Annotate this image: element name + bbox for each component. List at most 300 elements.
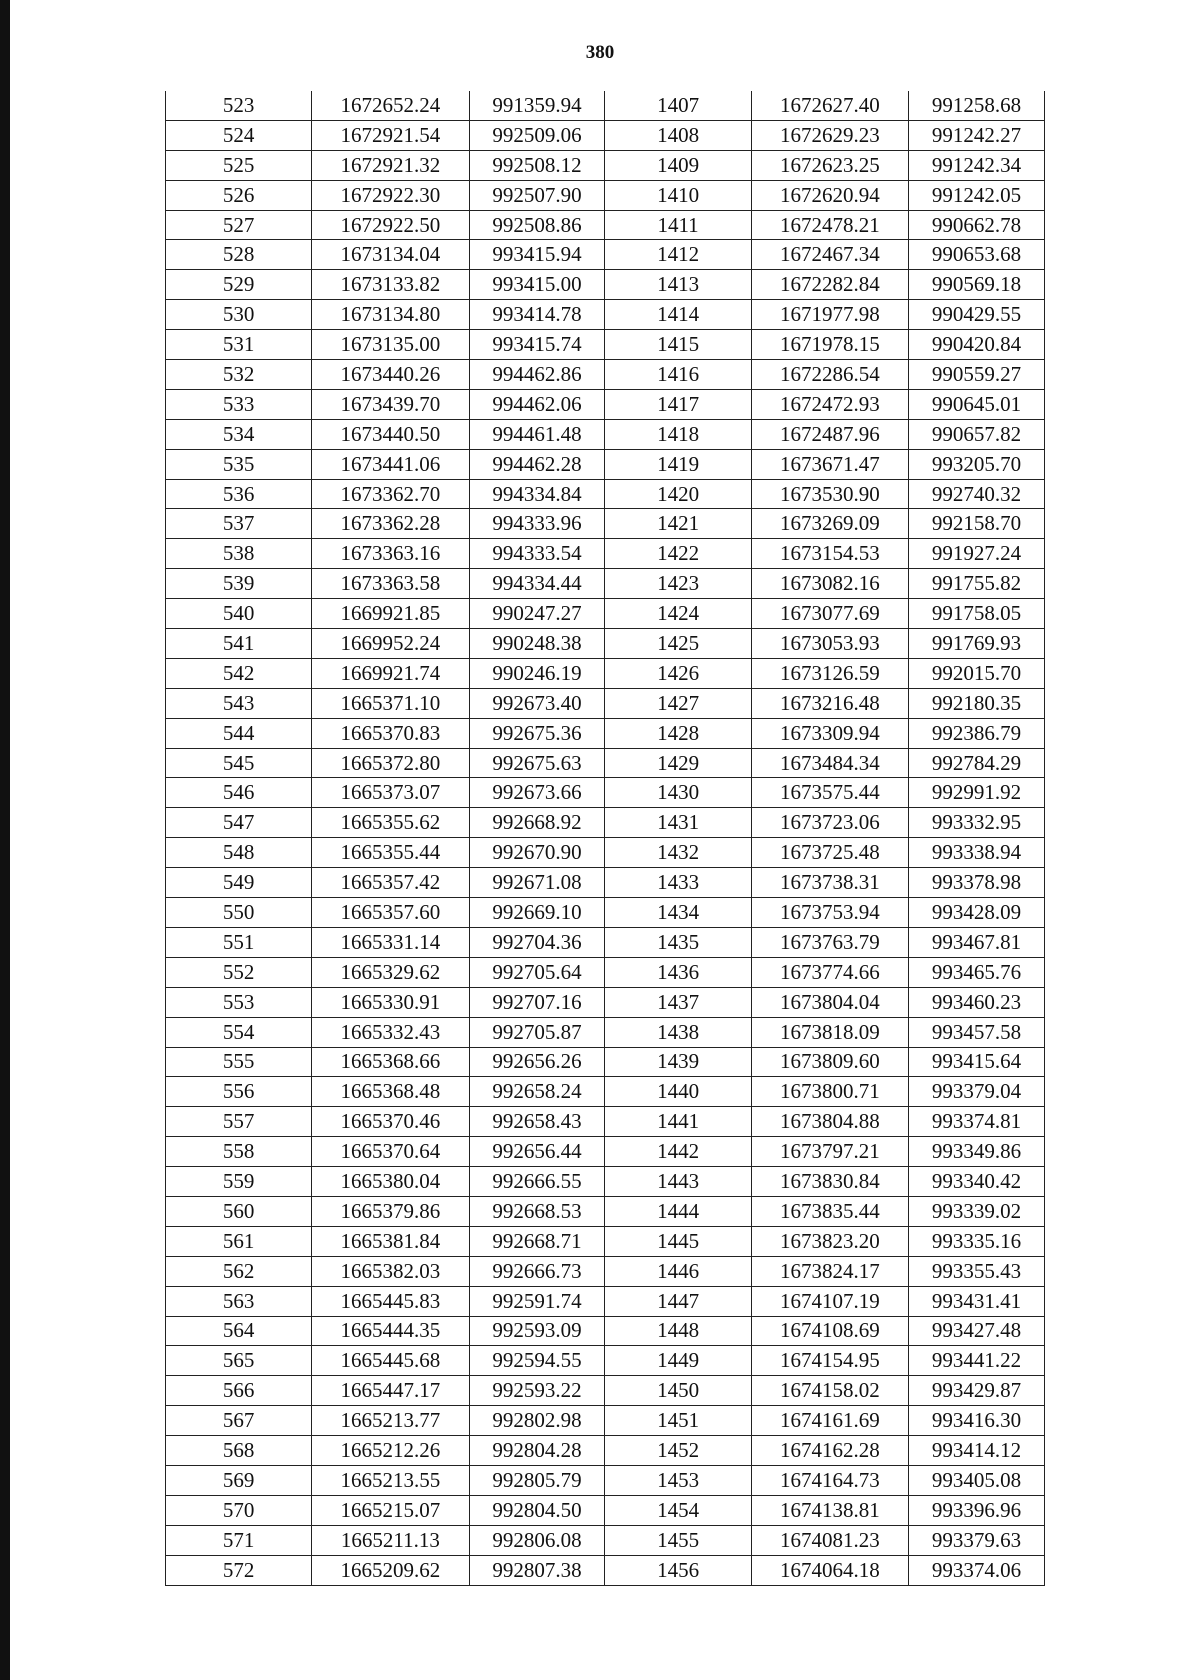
point-id-cell: 1426 — [605, 658, 751, 688]
point-id-cell: 559 — [166, 1167, 312, 1197]
y-coordinate-cell: 992656.26 — [469, 1047, 605, 1077]
x-coordinate-cell: 1665368.48 — [312, 1077, 469, 1107]
table-row — [166, 748, 1045, 778]
x-coordinate-cell: 1673134.80 — [312, 300, 469, 330]
y-coordinate-cell: 992804.28 — [469, 1436, 605, 1466]
y-coordinate-cell: 992806.08 — [469, 1525, 605, 1555]
y-coordinate-cell: 990662.78 — [909, 210, 1045, 240]
x-coordinate-cell: 1665445.83 — [312, 1286, 469, 1316]
table-row — [166, 1286, 1045, 1316]
point-id-cell: 1413 — [605, 270, 751, 300]
x-coordinate-cell: 1665215.07 — [312, 1495, 469, 1525]
point-id-cell: 1440 — [605, 1077, 751, 1107]
x-coordinate-cell: 1672922.30 — [312, 180, 469, 210]
y-coordinate-cell: 994461.48 — [469, 419, 605, 449]
x-coordinate-cell: 1673309.94 — [751, 718, 908, 748]
point-id-cell: 1429 — [605, 748, 751, 778]
point-id-cell: 567 — [166, 1406, 312, 1436]
x-coordinate-cell: 1673363.58 — [312, 569, 469, 599]
table-row — [166, 1406, 1045, 1436]
x-coordinate-cell: 1674164.73 — [751, 1465, 908, 1495]
y-coordinate-cell: 992509.06 — [469, 120, 605, 150]
x-coordinate-cell: 1673362.70 — [312, 479, 469, 509]
point-id-cell: 564 — [166, 1316, 312, 1346]
x-coordinate-cell: 1672623.25 — [751, 150, 908, 180]
y-coordinate-cell: 994333.54 — [469, 539, 605, 569]
point-id-cell: 1451 — [605, 1406, 751, 1436]
point-id-cell: 557 — [166, 1107, 312, 1137]
x-coordinate-cell: 1673440.50 — [312, 419, 469, 449]
x-coordinate-cell: 1673530.90 — [751, 479, 908, 509]
y-coordinate-cell: 993415.74 — [469, 330, 605, 360]
point-id-cell: 1432 — [605, 838, 751, 868]
table-row — [166, 1495, 1045, 1525]
y-coordinate-cell: 993396.96 — [909, 1495, 1045, 1525]
point-id-cell: 540 — [166, 599, 312, 629]
point-id-cell: 547 — [166, 808, 312, 838]
point-id-cell: 1425 — [605, 629, 751, 659]
x-coordinate-cell: 1673575.44 — [751, 778, 908, 808]
y-coordinate-cell: 990429.55 — [909, 300, 1045, 330]
x-coordinate-cell: 1674158.02 — [751, 1376, 908, 1406]
x-coordinate-cell: 1669921.74 — [312, 658, 469, 688]
x-coordinate-cell: 1673439.70 — [312, 389, 469, 419]
point-id-cell: 1431 — [605, 808, 751, 838]
y-coordinate-cell: 992705.87 — [469, 1017, 605, 1047]
point-id-cell: 1418 — [605, 419, 751, 449]
y-coordinate-cell: 992784.29 — [909, 748, 1045, 778]
x-coordinate-cell: 1674081.23 — [751, 1525, 908, 1555]
y-coordinate-cell: 993335.16 — [909, 1226, 1045, 1256]
y-coordinate-cell: 992805.79 — [469, 1465, 605, 1495]
y-coordinate-cell: 992675.63 — [469, 748, 605, 778]
y-coordinate-cell: 992675.36 — [469, 718, 605, 748]
table-row — [166, 360, 1045, 390]
x-coordinate-cell: 1665445.68 — [312, 1346, 469, 1376]
table-row — [166, 1256, 1045, 1286]
x-coordinate-cell: 1665332.43 — [312, 1017, 469, 1047]
table-row — [166, 658, 1045, 688]
x-coordinate-cell: 1673725.48 — [751, 838, 908, 868]
coordinates-table-body — [166, 91, 1045, 1585]
table-row — [166, 1436, 1045, 1466]
point-id-cell: 1422 — [605, 539, 751, 569]
x-coordinate-cell: 1673738.31 — [751, 868, 908, 898]
point-id-cell: 525 — [166, 150, 312, 180]
point-id-cell: 1447 — [605, 1286, 751, 1316]
table-row — [166, 300, 1045, 330]
point-id-cell: 548 — [166, 838, 312, 868]
x-coordinate-cell: 1665355.62 — [312, 808, 469, 838]
y-coordinate-cell: 993415.94 — [469, 240, 605, 270]
y-coordinate-cell: 990645.01 — [909, 389, 1045, 419]
point-id-cell: 533 — [166, 389, 312, 419]
x-coordinate-cell: 1665357.42 — [312, 868, 469, 898]
y-coordinate-cell: 992158.70 — [909, 509, 1045, 539]
table-row — [166, 898, 1045, 928]
x-coordinate-cell: 1665211.13 — [312, 1525, 469, 1555]
x-coordinate-cell: 1665355.44 — [312, 838, 469, 868]
y-coordinate-cell: 992594.55 — [469, 1346, 605, 1376]
point-id-cell: 1455 — [605, 1525, 751, 1555]
y-coordinate-cell: 993429.87 — [909, 1376, 1045, 1406]
x-coordinate-cell: 1665212.26 — [312, 1436, 469, 1466]
point-id-cell: 523 — [166, 91, 312, 120]
y-coordinate-cell: 991242.27 — [909, 120, 1045, 150]
table-row — [166, 150, 1045, 180]
x-coordinate-cell: 1665330.91 — [312, 987, 469, 1017]
table-row — [166, 1196, 1045, 1226]
x-coordinate-cell: 1672652.24 — [312, 91, 469, 120]
y-coordinate-cell: 993205.70 — [909, 449, 1045, 479]
point-id-cell: 1437 — [605, 987, 751, 1017]
y-coordinate-cell: 992508.12 — [469, 150, 605, 180]
y-coordinate-cell: 992658.24 — [469, 1077, 605, 1107]
point-id-cell: 562 — [166, 1256, 312, 1286]
point-id-cell: 554 — [166, 1017, 312, 1047]
point-id-cell: 1428 — [605, 718, 751, 748]
point-id-cell: 546 — [166, 778, 312, 808]
point-id-cell: 1414 — [605, 300, 751, 330]
x-coordinate-cell: 1672282.84 — [751, 270, 908, 300]
point-id-cell: 555 — [166, 1047, 312, 1077]
point-id-cell: 1410 — [605, 180, 751, 210]
table-row — [166, 210, 1045, 240]
y-coordinate-cell: 994333.96 — [469, 509, 605, 539]
x-coordinate-cell: 1673835.44 — [751, 1196, 908, 1226]
x-coordinate-cell: 1672286.54 — [751, 360, 908, 390]
y-coordinate-cell: 994462.28 — [469, 449, 605, 479]
page-number: 380 — [585, 42, 615, 63]
y-coordinate-cell: 993405.08 — [909, 1465, 1045, 1495]
point-id-cell: 1408 — [605, 120, 751, 150]
x-coordinate-cell: 1673753.94 — [751, 898, 908, 928]
x-coordinate-cell: 1673216.48 — [751, 688, 908, 718]
point-id-cell: 558 — [166, 1137, 312, 1167]
y-coordinate-cell: 993415.64 — [909, 1047, 1045, 1077]
y-coordinate-cell: 992807.38 — [469, 1555, 605, 1585]
point-id-cell: 1421 — [605, 509, 751, 539]
point-id-cell: 1443 — [605, 1167, 751, 1197]
y-coordinate-cell: 992705.64 — [469, 957, 605, 987]
x-coordinate-cell: 1674162.28 — [751, 1436, 908, 1466]
x-coordinate-cell: 1672629.23 — [751, 120, 908, 150]
x-coordinate-cell: 1673053.93 — [751, 629, 908, 659]
x-coordinate-cell: 1665209.62 — [312, 1555, 469, 1585]
y-coordinate-cell: 993460.23 — [909, 987, 1045, 1017]
point-id-cell: 563 — [166, 1286, 312, 1316]
point-id-cell: 1417 — [605, 389, 751, 419]
x-coordinate-cell: 1665372.80 — [312, 748, 469, 778]
y-coordinate-cell: 992507.90 — [469, 180, 605, 210]
point-id-cell: 545 — [166, 748, 312, 778]
point-id-cell: 571 — [166, 1525, 312, 1555]
x-coordinate-cell: 1673824.17 — [751, 1256, 908, 1286]
point-id-cell: 1450 — [605, 1376, 751, 1406]
point-id-cell: 1441 — [605, 1107, 751, 1137]
y-coordinate-cell: 991769.93 — [909, 629, 1045, 659]
x-coordinate-cell: 1673441.06 — [312, 449, 469, 479]
table-row — [166, 120, 1045, 150]
table-row — [166, 1376, 1045, 1406]
table-row — [166, 419, 1045, 449]
x-coordinate-cell: 1672921.54 — [312, 120, 469, 150]
point-id-cell: 1448 — [605, 1316, 751, 1346]
y-coordinate-cell: 990248.38 — [469, 629, 605, 659]
x-coordinate-cell: 1673440.26 — [312, 360, 469, 390]
point-id-cell: 1420 — [605, 479, 751, 509]
x-coordinate-cell: 1665373.07 — [312, 778, 469, 808]
point-id-cell: 531 — [166, 330, 312, 360]
table-row — [166, 987, 1045, 1017]
x-coordinate-cell: 1672921.32 — [312, 150, 469, 180]
table-row — [166, 629, 1045, 659]
y-coordinate-cell: 992669.10 — [469, 898, 605, 928]
point-id-cell: 1435 — [605, 927, 751, 957]
x-coordinate-cell: 1674154.95 — [751, 1346, 908, 1376]
x-coordinate-cell: 1672472.93 — [751, 389, 908, 419]
x-coordinate-cell: 1672620.94 — [751, 180, 908, 210]
x-coordinate-cell: 1673133.82 — [312, 270, 469, 300]
point-id-cell: 1407 — [605, 91, 751, 120]
y-coordinate-cell: 993349.86 — [909, 1137, 1045, 1167]
table-row — [166, 509, 1045, 539]
y-coordinate-cell: 993441.22 — [909, 1346, 1045, 1376]
y-coordinate-cell: 994462.86 — [469, 360, 605, 390]
x-coordinate-cell: 1665380.04 — [312, 1167, 469, 1197]
y-coordinate-cell: 992508.86 — [469, 210, 605, 240]
y-coordinate-cell: 991755.82 — [909, 569, 1045, 599]
table-row — [166, 778, 1045, 808]
point-id-cell: 544 — [166, 718, 312, 748]
point-id-cell: 524 — [166, 120, 312, 150]
point-id-cell: 1453 — [605, 1465, 751, 1495]
x-coordinate-cell: 1673804.04 — [751, 987, 908, 1017]
x-coordinate-cell: 1674161.69 — [751, 1406, 908, 1436]
point-id-cell: 1424 — [605, 599, 751, 629]
x-coordinate-cell: 1672627.40 — [751, 91, 908, 120]
point-id-cell: 1419 — [605, 449, 751, 479]
point-id-cell: 1415 — [605, 330, 751, 360]
x-coordinate-cell: 1672922.50 — [312, 210, 469, 240]
x-coordinate-cell: 1665368.66 — [312, 1047, 469, 1077]
y-coordinate-cell: 993457.58 — [909, 1017, 1045, 1047]
y-coordinate-cell: 990653.68 — [909, 240, 1045, 270]
x-coordinate-cell: 1674108.69 — [751, 1316, 908, 1346]
point-id-cell: 1454 — [605, 1495, 751, 1525]
point-id-cell: 1433 — [605, 868, 751, 898]
point-id-cell: 1449 — [605, 1346, 751, 1376]
x-coordinate-cell: 1665381.84 — [312, 1226, 469, 1256]
y-coordinate-cell: 992673.40 — [469, 688, 605, 718]
point-id-cell: 536 — [166, 479, 312, 509]
x-coordinate-cell: 1673763.79 — [751, 927, 908, 957]
x-coordinate-cell: 1674138.81 — [751, 1495, 908, 1525]
y-coordinate-cell: 991242.05 — [909, 180, 1045, 210]
x-coordinate-cell: 1674107.19 — [751, 1286, 908, 1316]
point-id-cell: 570 — [166, 1495, 312, 1525]
x-coordinate-cell: 1673774.66 — [751, 957, 908, 987]
x-coordinate-cell: 1673484.34 — [751, 748, 908, 778]
table-row — [166, 718, 1045, 748]
point-id-cell: 569 — [166, 1465, 312, 1495]
y-coordinate-cell: 990559.27 — [909, 360, 1045, 390]
point-id-cell: 530 — [166, 300, 312, 330]
y-coordinate-cell: 992656.44 — [469, 1137, 605, 1167]
x-coordinate-cell: 1672478.21 — [751, 210, 908, 240]
point-id-cell: 566 — [166, 1376, 312, 1406]
y-coordinate-cell: 992666.73 — [469, 1256, 605, 1286]
point-id-cell: 572 — [166, 1555, 312, 1585]
point-id-cell: 1452 — [605, 1436, 751, 1466]
point-id-cell: 543 — [166, 688, 312, 718]
y-coordinate-cell: 993427.48 — [909, 1316, 1045, 1346]
x-coordinate-cell: 1673135.00 — [312, 330, 469, 360]
table-row — [166, 1077, 1045, 1107]
point-id-cell: 532 — [166, 360, 312, 390]
y-coordinate-cell: 992591.74 — [469, 1286, 605, 1316]
y-coordinate-cell: 990246.19 — [469, 658, 605, 688]
table-row — [166, 479, 1045, 509]
y-coordinate-cell: 992593.22 — [469, 1376, 605, 1406]
point-id-cell: 542 — [166, 658, 312, 688]
point-id-cell: 541 — [166, 629, 312, 659]
point-id-cell: 1427 — [605, 688, 751, 718]
y-coordinate-cell: 993467.81 — [909, 927, 1045, 957]
x-coordinate-cell: 1673363.16 — [312, 539, 469, 569]
table-row — [166, 1555, 1045, 1585]
x-coordinate-cell: 1673818.09 — [751, 1017, 908, 1047]
y-coordinate-cell: 993374.06 — [909, 1555, 1045, 1585]
y-coordinate-cell: 993374.81 — [909, 1107, 1045, 1137]
y-coordinate-cell: 992593.09 — [469, 1316, 605, 1346]
point-id-cell: 568 — [166, 1436, 312, 1466]
x-coordinate-cell: 1673362.28 — [312, 509, 469, 539]
table-row — [166, 1226, 1045, 1256]
x-coordinate-cell: 1673154.53 — [751, 539, 908, 569]
table-row — [166, 449, 1045, 479]
point-id-cell: 1438 — [605, 1017, 751, 1047]
x-coordinate-cell: 1673671.47 — [751, 449, 908, 479]
point-id-cell: 1434 — [605, 898, 751, 928]
point-id-cell: 537 — [166, 509, 312, 539]
y-coordinate-cell: 991242.34 — [909, 150, 1045, 180]
y-coordinate-cell: 990569.18 — [909, 270, 1045, 300]
point-id-cell: 538 — [166, 539, 312, 569]
x-coordinate-cell: 1673082.16 — [751, 569, 908, 599]
x-coordinate-cell: 1673809.60 — [751, 1047, 908, 1077]
table-row — [166, 1525, 1045, 1555]
x-coordinate-cell: 1665379.86 — [312, 1196, 469, 1226]
point-id-cell: 1423 — [605, 569, 751, 599]
point-id-cell: 535 — [166, 449, 312, 479]
table-row — [166, 927, 1045, 957]
x-coordinate-cell: 1671978.15 — [751, 330, 908, 360]
table-row — [166, 270, 1045, 300]
x-coordinate-cell: 1665329.62 — [312, 957, 469, 987]
x-coordinate-cell: 1665213.55 — [312, 1465, 469, 1495]
x-coordinate-cell: 1673269.09 — [751, 509, 908, 539]
y-coordinate-cell: 993414.78 — [469, 300, 605, 330]
x-coordinate-cell: 1665382.03 — [312, 1256, 469, 1286]
y-coordinate-cell: 992180.35 — [909, 688, 1045, 718]
table-row — [166, 1017, 1045, 1047]
x-coordinate-cell: 1672467.34 — [751, 240, 908, 270]
point-id-cell: 1456 — [605, 1555, 751, 1585]
point-id-cell: 528 — [166, 240, 312, 270]
point-id-cell: 534 — [166, 419, 312, 449]
table-row — [166, 868, 1045, 898]
point-id-cell: 1409 — [605, 150, 751, 180]
point-id-cell: 1442 — [605, 1137, 751, 1167]
y-coordinate-cell: 992668.53 — [469, 1196, 605, 1226]
point-id-cell: 1439 — [605, 1047, 751, 1077]
table-row — [166, 389, 1045, 419]
table-row — [166, 1316, 1045, 1346]
table-row — [166, 1107, 1045, 1137]
y-coordinate-cell: 993415.00 — [469, 270, 605, 300]
coordinates-table — [165, 91, 1045, 1586]
y-coordinate-cell: 993339.02 — [909, 1196, 1045, 1226]
point-id-cell: 1416 — [605, 360, 751, 390]
x-coordinate-cell: 1671977.98 — [751, 300, 908, 330]
table-row — [166, 688, 1045, 718]
y-coordinate-cell: 992802.98 — [469, 1406, 605, 1436]
y-coordinate-cell: 992804.50 — [469, 1495, 605, 1525]
x-coordinate-cell: 1669952.24 — [312, 629, 469, 659]
y-coordinate-cell: 990657.82 — [909, 419, 1045, 449]
y-coordinate-cell: 991927.24 — [909, 539, 1045, 569]
y-coordinate-cell: 992704.36 — [469, 927, 605, 957]
point-id-cell: 1412 — [605, 240, 751, 270]
point-id-cell: 551 — [166, 927, 312, 957]
x-coordinate-cell: 1673077.69 — [751, 599, 908, 629]
y-coordinate-cell: 993355.43 — [909, 1256, 1045, 1286]
y-coordinate-cell: 992670.90 — [469, 838, 605, 868]
y-coordinate-cell: 993465.76 — [909, 957, 1045, 987]
point-id-cell: 1445 — [605, 1226, 751, 1256]
x-coordinate-cell: 1665370.64 — [312, 1137, 469, 1167]
point-id-cell: 527 — [166, 210, 312, 240]
y-coordinate-cell: 992386.79 — [909, 718, 1045, 748]
point-id-cell: 1446 — [605, 1256, 751, 1286]
y-coordinate-cell: 993379.63 — [909, 1525, 1045, 1555]
point-id-cell: 529 — [166, 270, 312, 300]
point-id-cell: 549 — [166, 868, 312, 898]
y-coordinate-cell: 994334.44 — [469, 569, 605, 599]
x-coordinate-cell: 1674064.18 — [751, 1555, 908, 1585]
point-id-cell: 560 — [166, 1196, 312, 1226]
y-coordinate-cell: 993431.41 — [909, 1286, 1045, 1316]
x-coordinate-cell: 1673830.84 — [751, 1167, 908, 1197]
table-row — [166, 1346, 1045, 1376]
y-coordinate-cell: 991758.05 — [909, 599, 1045, 629]
y-coordinate-cell: 993332.95 — [909, 808, 1045, 838]
y-coordinate-cell: 991258.68 — [909, 91, 1045, 120]
table-row — [166, 569, 1045, 599]
table-row — [166, 91, 1045, 120]
point-id-cell: 552 — [166, 957, 312, 987]
table-row — [166, 1137, 1045, 1167]
point-id-cell: 561 — [166, 1226, 312, 1256]
x-coordinate-cell: 1665370.46 — [312, 1107, 469, 1137]
point-id-cell: 550 — [166, 898, 312, 928]
x-coordinate-cell: 1672487.96 — [751, 419, 908, 449]
point-id-cell: 539 — [166, 569, 312, 599]
table-row — [166, 599, 1045, 629]
y-coordinate-cell: 991359.94 — [469, 91, 605, 120]
x-coordinate-cell: 1673797.21 — [751, 1137, 908, 1167]
